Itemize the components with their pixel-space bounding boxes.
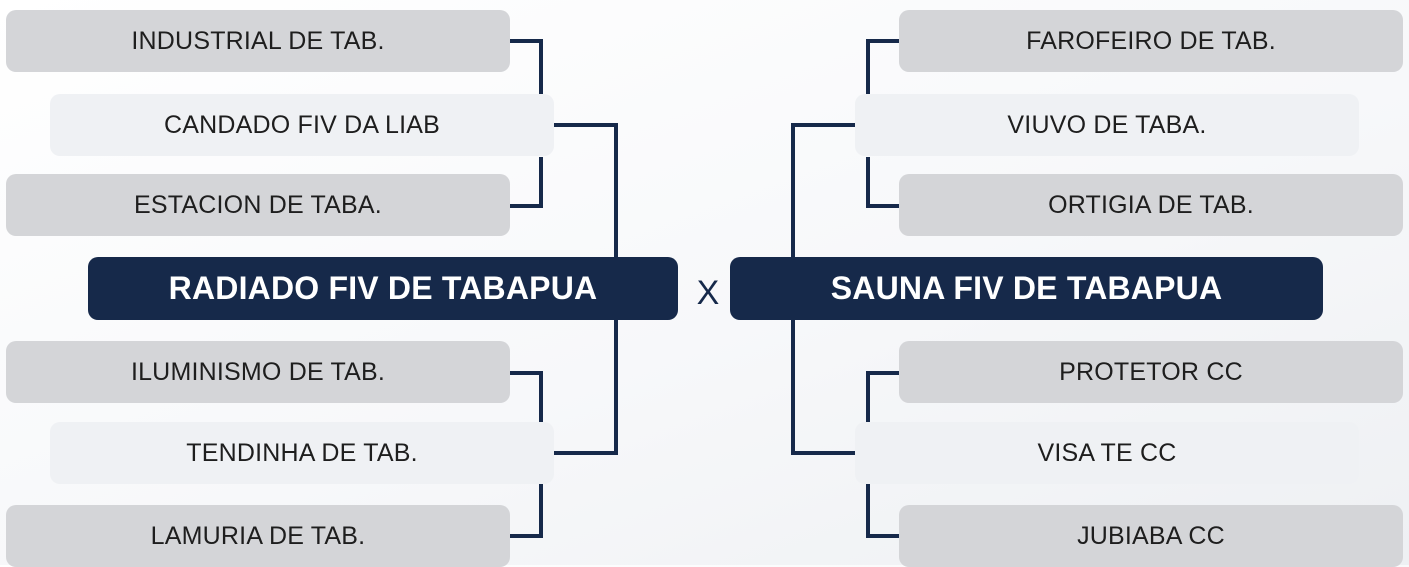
right-bottom-child-label: VISA TE CC (1037, 438, 1177, 467)
left-top-dam-box (6, 174, 510, 236)
left-top-child-label: CANDADO FIV DA LIAB (163, 110, 441, 139)
left-bottom-dam-label: LAMURIA DE TAB. (150, 521, 366, 550)
connector-left-top-dam (510, 157, 541, 206)
left-bottom-sire-label: ILUMINISMO DE TAB. (130, 357, 386, 386)
right-parent-label: SAUNA FIV DE TABAPUA (830, 270, 1223, 306)
connector-right-top-dam (868, 157, 899, 206)
right-top-dam-label: ORTIGIA DE TAB. (1048, 190, 1254, 219)
right-bottom-sire-box (899, 341, 1403, 403)
connector-right-top-to-parent (793, 125, 855, 257)
left-top-child-box (50, 94, 554, 156)
connector-right-top-sire (868, 41, 899, 96)
left-top-sire-label: INDUSTRIAL DE TAB. (131, 26, 385, 55)
connector-right-bottom-to-parent (793, 320, 855, 453)
left-bottom-child-label: TENDINHA DE TAB. (186, 438, 418, 467)
right-parent-box (730, 257, 1323, 320)
right-top-child-box (855, 94, 1359, 156)
connector-right-bottom-dam (868, 484, 899, 536)
right-bottom-child-box (855, 422, 1359, 484)
connector-left-top-to-parent (554, 125, 616, 257)
left-bottom-dam-box (6, 505, 510, 567)
connector-right-bottom-sire (868, 373, 899, 422)
right-top-dam-box (899, 174, 1403, 236)
right-top-child-label: VIUVO DE TABA. (1007, 110, 1207, 139)
right-top-sire-label: FAROFEIRO DE TAB. (1026, 26, 1276, 55)
connector-left-bottom-sire (510, 373, 541, 422)
connector-left-bottom-to-parent (554, 320, 616, 453)
left-parent-box (88, 257, 678, 320)
right-bottom-dam-box (899, 505, 1403, 567)
left-parent-label: RADIADO FIV DE TABAPUA (168, 270, 598, 306)
left-bottom-sire-box (6, 341, 510, 403)
versus-separator: X (696, 273, 720, 312)
right-bottom-sire-label: PROTETOR CC (1059, 357, 1243, 386)
connector-left-bottom-dam (510, 484, 541, 536)
left-top-dam-label: ESTACION DE TABA. (134, 190, 382, 219)
connector-left-top-sire (510, 41, 541, 96)
left-bottom-child-box (50, 422, 554, 484)
left-top-sire-box (6, 10, 510, 72)
right-top-sire-box (899, 10, 1403, 72)
right-bottom-dam-label: JUBIABA CC (1077, 521, 1225, 550)
